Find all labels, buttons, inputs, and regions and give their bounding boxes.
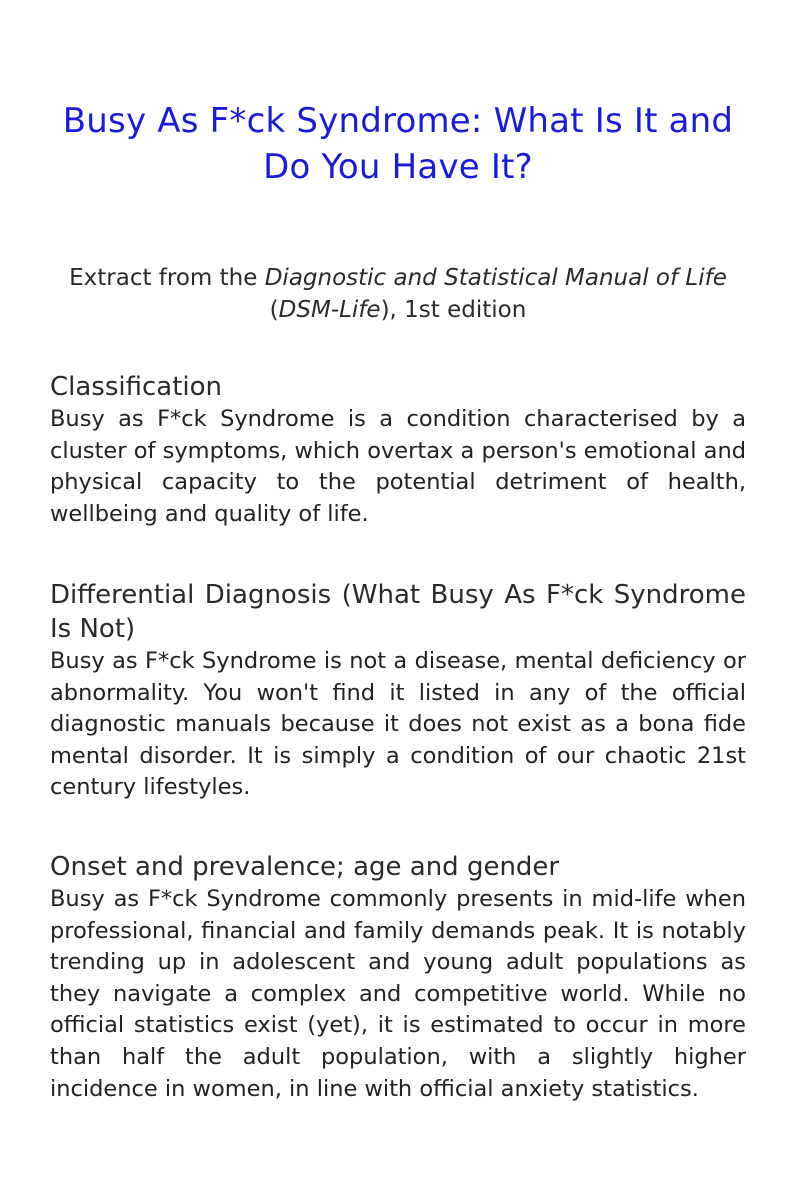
section-onset-prevalence [50,850,746,1105]
citation-suffix: ), 1st edition [380,297,527,323]
section-body: Busy as F*ck Syndrome is not a disease, mental deficiency or abnormality. You won't find it listed in any of the official diagnostic manuals because it does not exist as a bona fide mental disorder. It is simply a condition of our chaotic 21st century lifestyles. [50,648,746,801]
manual-title: Diagnostic and Statistical Manual of Life [264,265,727,291]
section-body: Busy as F*ck Syndrome commonly presents in mid-life when professional, financial and family demands peak. It is notably trending up in adolescent and young adult populations as they navigate a complex and competitive world. While no official statistics exist (yet), it is estimated to occur in more than half the adult population, with a slightly higher incidence in women, in line with official anxiety statistics. [50,886,746,1102]
section-heading: Onset and prevalence; age and gender [50,852,560,882]
section-heading: Classification [50,372,223,402]
section-classification [50,370,746,530]
section-heading: Differential Diagnosis (What Busy As F*ck Syndrome Is Not) [50,580,746,644]
manual-abbreviation: DSM-Life [278,297,381,323]
source-citation [50,262,746,326]
citation-paren-open: ( [269,297,279,323]
page-title: Busy As F*ck Syndrome: What Is It and Do You Have It? [62,101,734,187]
citation-prefix: Extract from the [69,265,265,291]
section-body: Busy as F*ck Syndrome is a condition characterised by a cluster of symptoms, which overtax a person's emotional and physical capacity to the potential detriment of health, wellbeing and quality of life. [50,406,746,527]
section-differential-diagnosis [50,578,746,804]
